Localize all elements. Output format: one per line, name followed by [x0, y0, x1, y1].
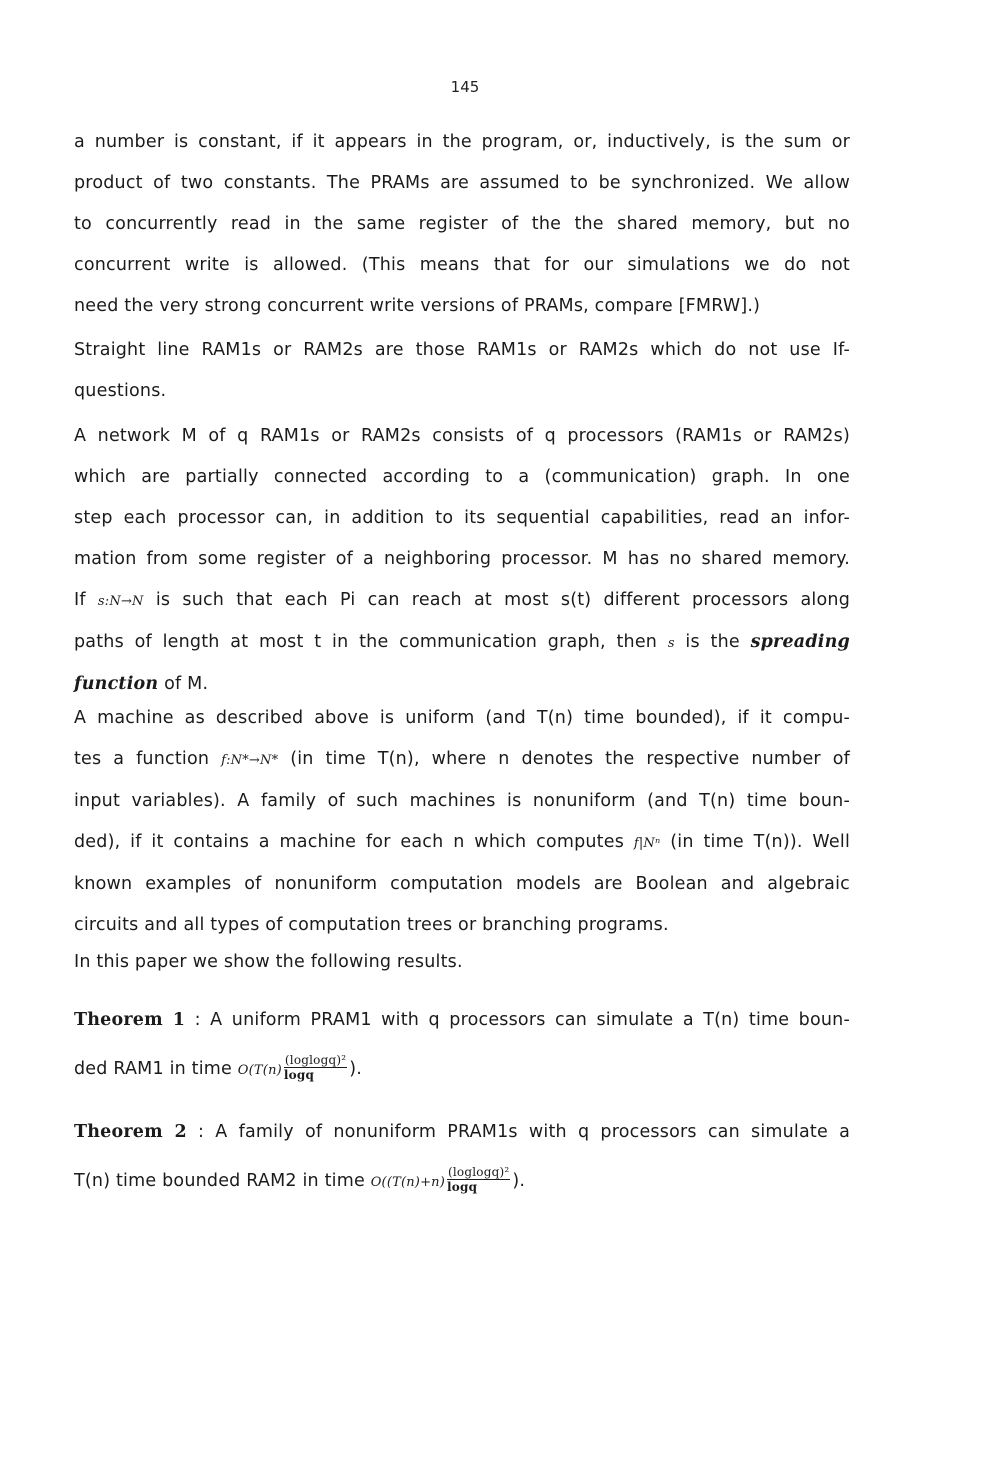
text-line: mation from some register of a neighboring processor. M has no shared memory. [74, 549, 850, 569]
text-line: to concurrently read in the same register of the the shared memory, but no [74, 214, 850, 234]
text-fragment: T(n) time bounded RAM2 in time [74, 1171, 365, 1191]
text-fragment: : A uniform PRAM1 with q processors can simulate a T(n) time boun- [194, 1010, 850, 1030]
text-fragment: tes a function [74, 749, 210, 769]
math-s: s [667, 636, 675, 651]
text-line [74, 580, 850, 622]
text-line: In this paper we show the following results. [74, 952, 463, 972]
text-line [74, 1000, 850, 1041]
text-fragment: If [74, 590, 86, 610]
fraction-denominator: logq [447, 1179, 478, 1194]
text-line: known examples of nonuniform computation models are Boolean and algebraic [74, 874, 850, 894]
text-line: A network M of q RAM1s or RAM2s consists of q processors (RAM1s or RAM2s) [74, 426, 850, 446]
fraction-denominator: logq [283, 1067, 315, 1082]
text-line: which are partially connected according to a (communication) graph. In one [74, 467, 850, 487]
paragraph-3 [74, 416, 850, 705]
text-fragment: is the [685, 632, 740, 652]
text-line: step each processor can, in addition to its sequential capabilities, read an infor- [74, 508, 850, 528]
text-line [74, 622, 850, 664]
math-bound-prefix: O((T(n)+n) [370, 1175, 446, 1190]
math-restriction: f|Nⁿ [633, 836, 661, 851]
fraction-numerator: (loglogq)² [448, 1164, 510, 1179]
text-line: input variables). A family of such machines is nonuniform (and T(n) time boun- [74, 791, 850, 811]
text-line: a number is constant, if it appears in the program, or, inductively, is the sum or [74, 132, 850, 152]
math-bound-suffix: ). [349, 1059, 363, 1079]
paragraph-1 [74, 122, 850, 327]
theorem-1 [74, 1000, 850, 1091]
text-fragment: ded), if it contains a machine for each n which computes [74, 832, 625, 852]
text-line [74, 1161, 850, 1203]
text-fragment: paths of length at most t in the communication graph, then [74, 632, 658, 652]
text-fragment: (in time T(n)). Well [670, 832, 851, 852]
text-line: concurrent write is allowed. (This means that for our simulations we do not [74, 255, 850, 275]
term-spreading: spreading [750, 632, 850, 652]
theorem-2 [74, 1112, 850, 1203]
text-fragment: (in time T(n), where n denotes the respective number of [290, 749, 850, 769]
text-line: circuits and all types of computation trees or branching programs. [74, 915, 669, 935]
math-fraction [284, 1053, 347, 1082]
math-bound-prefix: O(T(n) [237, 1063, 282, 1078]
text-line [74, 1049, 850, 1091]
text-line: product of two constants. The PRAMs are assumed to be synchronized. We allow [74, 173, 850, 193]
paragraph-5 [74, 942, 850, 983]
fraction-numerator: (loglogq)² [284, 1052, 347, 1067]
text-line [74, 739, 850, 781]
theorem-2-label: Theorem 2 [74, 1122, 187, 1142]
text-fragment: is such that each Pi can reach at most s(t) different processors along [155, 590, 850, 610]
page-number: 145 [450, 78, 480, 96]
math-function-signature: f:N*→N* [221, 753, 279, 768]
text-fragment: : A family of nonuniform PRAM1s with q processors can simulate a [198, 1122, 851, 1142]
text-line: need the very strong concurrent write versions of PRAMs, compare [FMRW].) [74, 296, 761, 316]
text-fragment: of M. [164, 674, 209, 694]
text-fragment: ded RAM1 in time [74, 1059, 233, 1079]
term-function: function [74, 674, 159, 694]
text-line: A machine as described above is uniform (and T(n) time bounded), if it compu- [74, 708, 850, 728]
paragraph-4 [74, 698, 850, 946]
text-line: Straight line RAM1s or RAM2s are those RAM1s or RAM2s which do not use If- [74, 340, 850, 360]
math-bound-suffix: ). [512, 1171, 526, 1191]
math-spreading-map: s:N→N [97, 594, 144, 609]
theorem-1-label: Theorem 1 [74, 1010, 186, 1030]
paragraph-2 [74, 330, 850, 412]
text-line [74, 1112, 850, 1153]
math-fraction [447, 1165, 510, 1194]
text-line [74, 822, 850, 864]
text-line: questions. [74, 381, 167, 401]
